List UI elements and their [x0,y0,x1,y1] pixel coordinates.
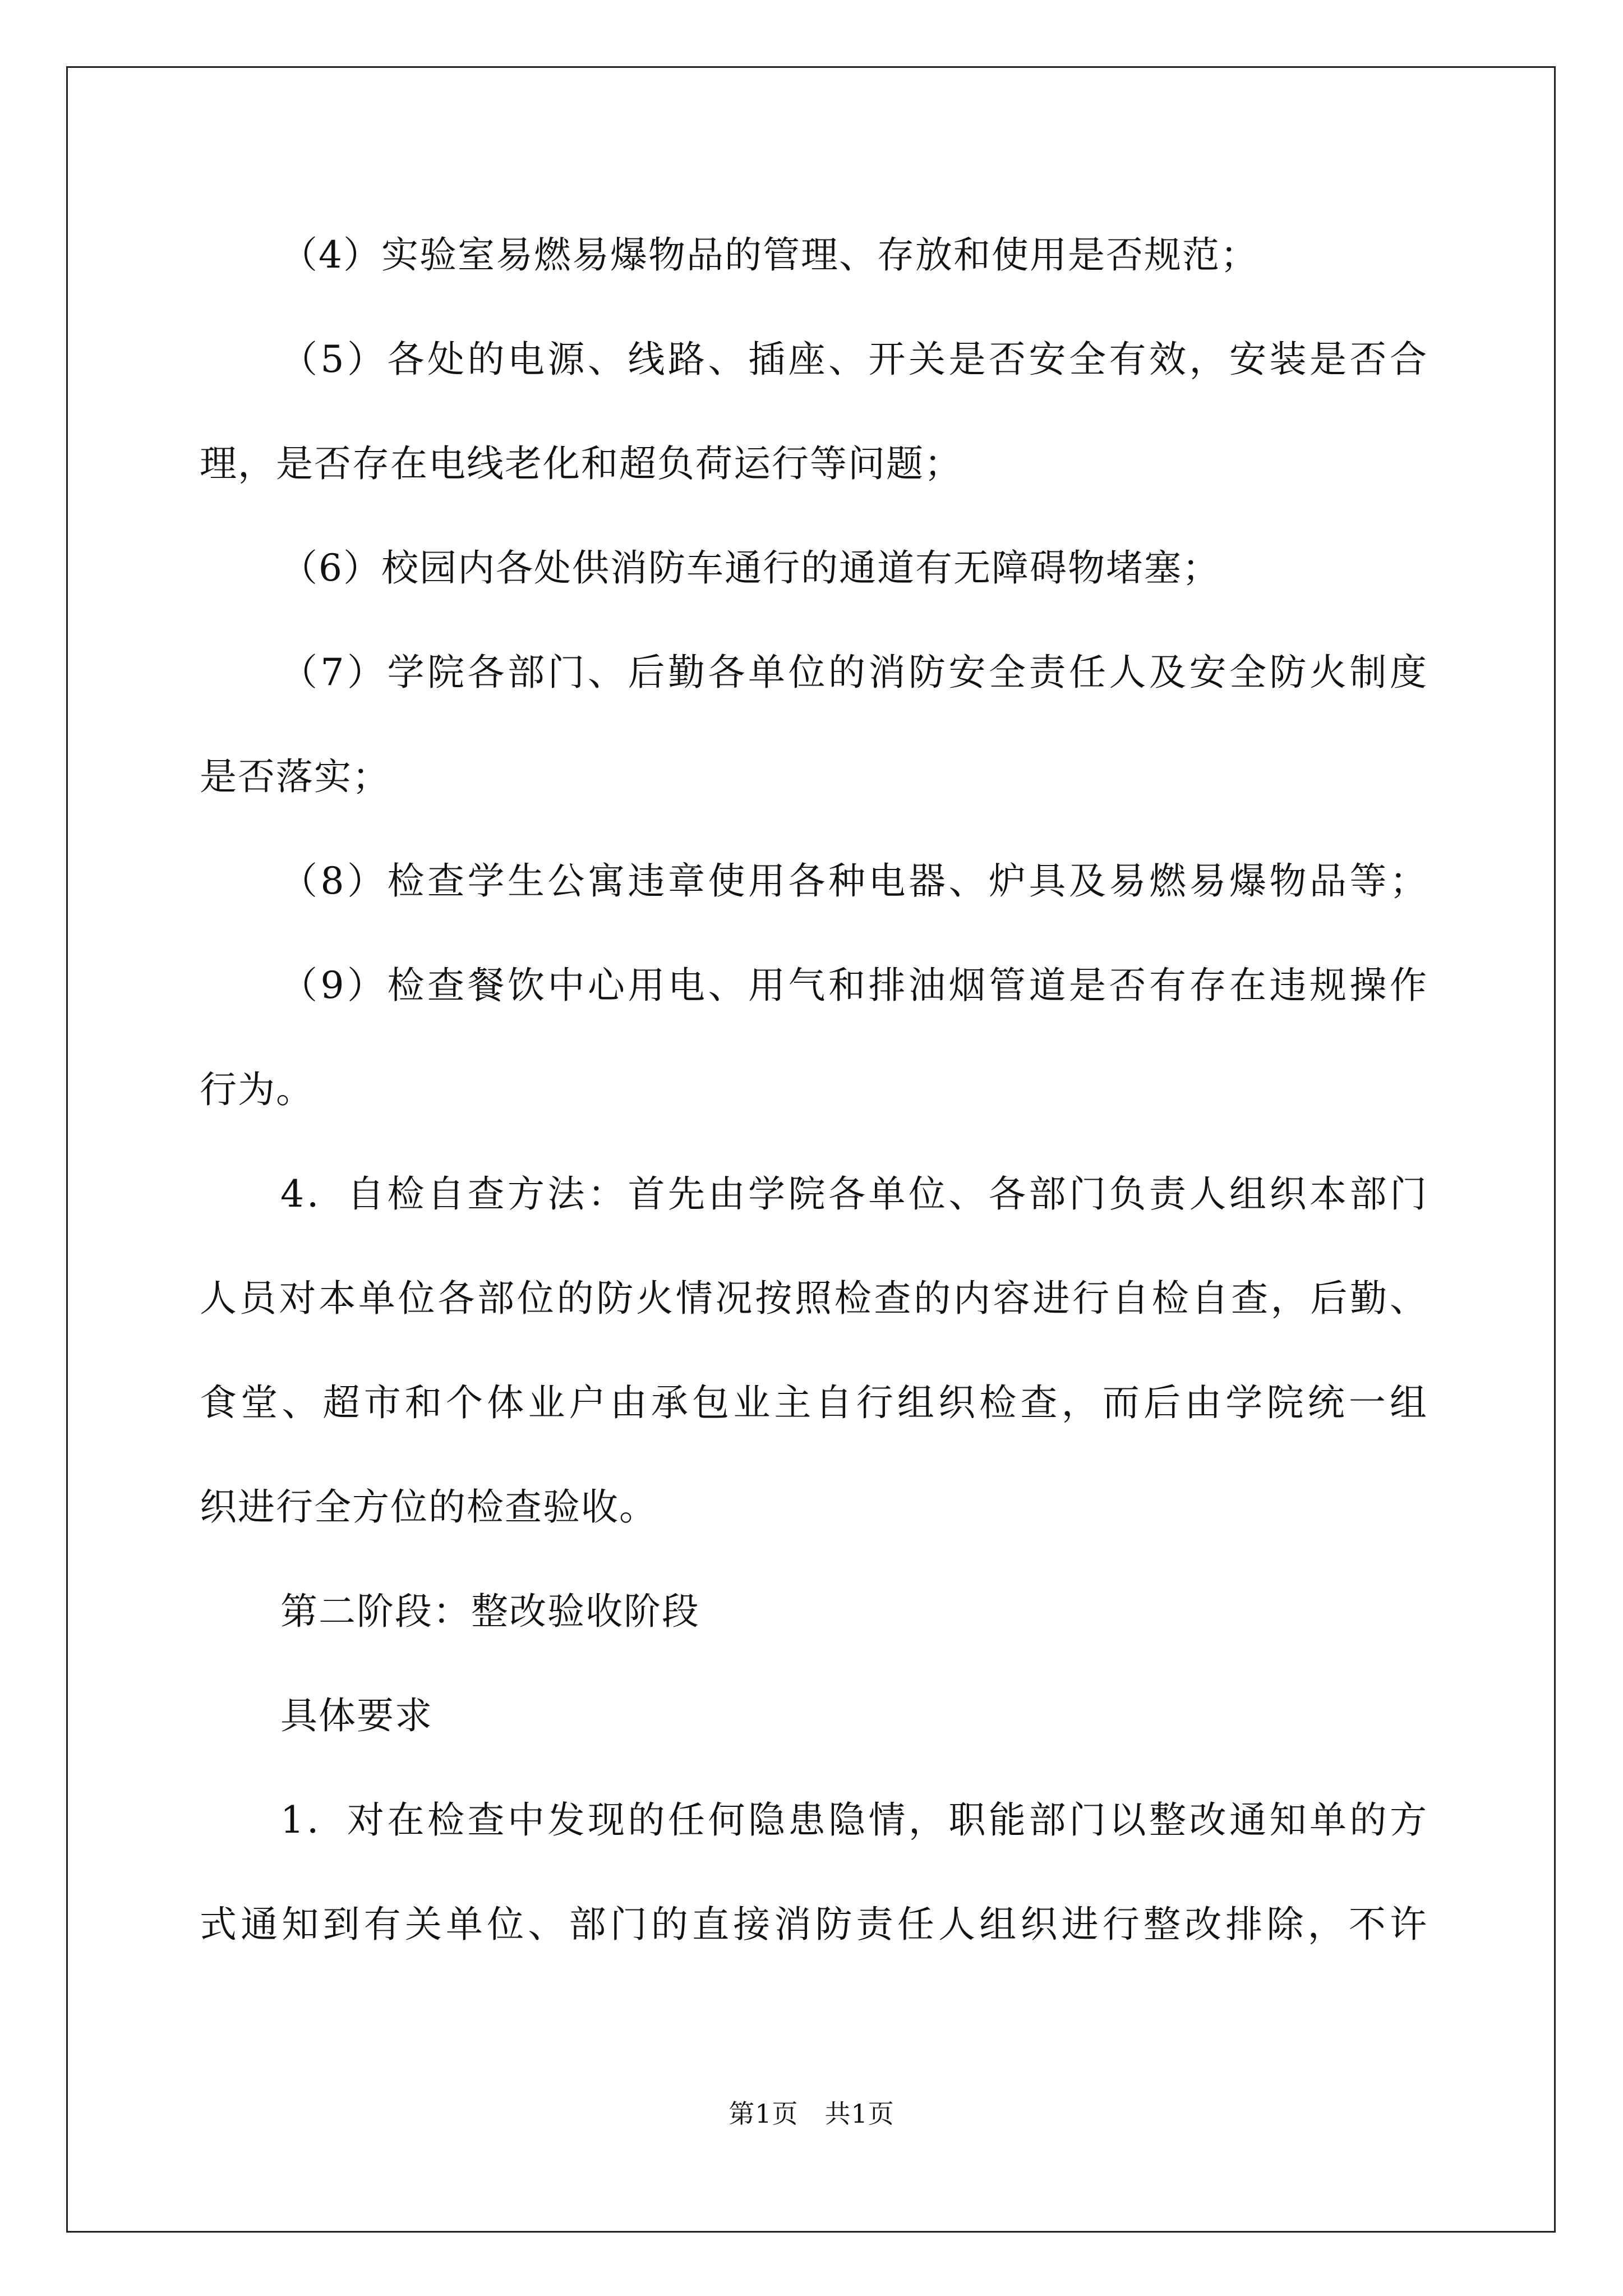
page-total: 共1页 [824,2099,895,2129]
text-line: 行为。 [200,1068,314,1111]
text-line: （8）检查学生公寓违章使用各种电器、炉具及易燃易爆物品等； [280,859,1428,903]
text-line: （4）实验室易燃易爆物品的管理、存放和使用是否规范； [280,233,1258,277]
text-line: 式通知到有关单位、部门的直接消防责任人组织进行整改排除，不许 [200,1903,1428,1946]
text-line: 织进行全方位的检查验收。 [200,1485,657,1529]
text-line: 1．对在检查中发现的任何隐患隐情，职能部门以整改通知单的方 [280,1798,1428,1842]
text-line: 人员对本单位各部位的防火情况按照检查的内容进行自检自查，后勤、 [200,1277,1428,1320]
text-line: 是否落实； [200,755,390,798]
page-number: 第1页 [728,2099,799,2129]
text-line: 4．自检自查方法：首先由学院各单位、各部门负责人组织本部门 [280,1172,1428,1216]
text-line: （7）学院各部门、后勤各单位的消防安全责任人及安全防火制度 [280,651,1428,694]
text-line: （5）各处的电源、线路、插座、开关是否安全有效，安装是否合 [280,338,1428,381]
subheading: 具体要求 [280,1694,433,1737]
text-line: 食堂、超市和个体业户由承包业主自行组织检查，而后由学院统一组 [200,1381,1428,1424]
text-line: （9）检查餐饮中心用电、用气和排油烟管道是否有存在违规操作 [280,964,1428,1007]
page-footer [0,2097,1623,2131]
section-heading: 第二阶段：整改验收阶段 [280,1590,700,1633]
text-line: （6）校园内各处供消防车通行的通道有无障碍物堵塞； [280,546,1220,590]
text-line: 理，是否存在电线老化和超负荷运行等问题； [200,442,962,485]
